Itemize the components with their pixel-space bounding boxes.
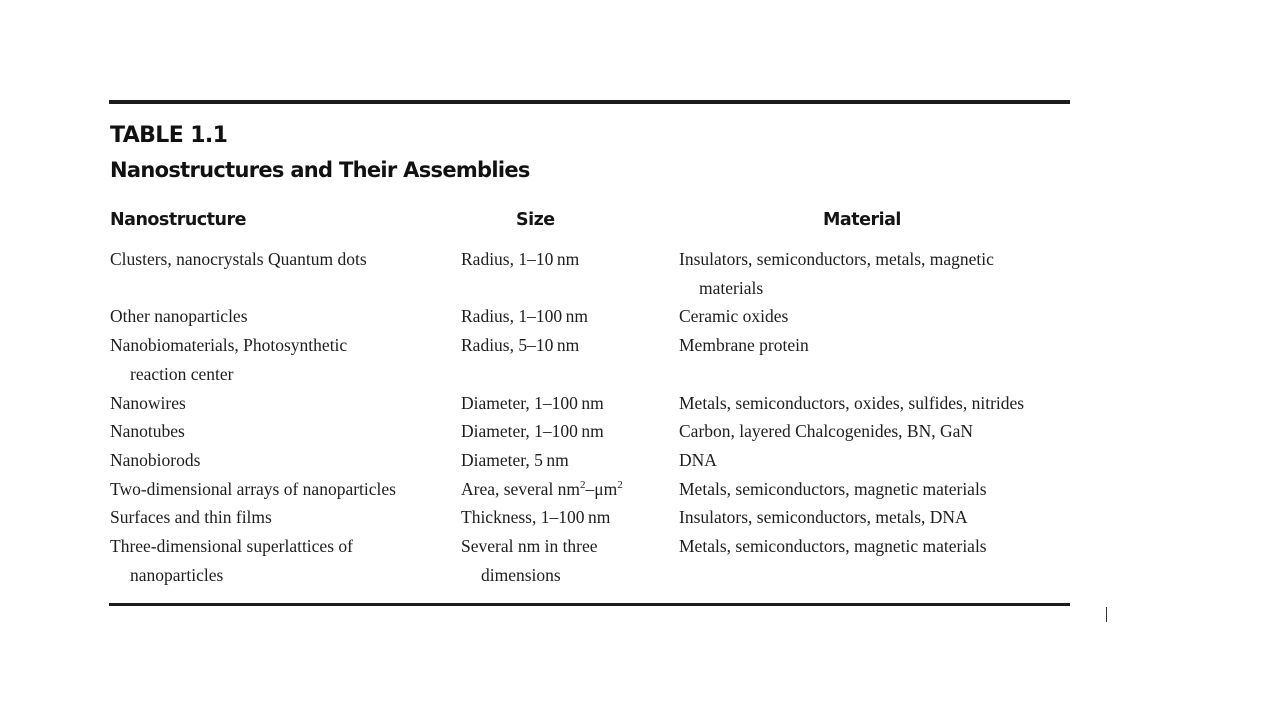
cell-material-other-nanoparticles: Ceramic oxides (679, 306, 789, 326)
cell-nanostructure-clusters: Clusters, nanocrystals Quantum dots (110, 249, 367, 269)
cell-nanostructure-nanobiorods: Nanobiorods (110, 450, 201, 470)
cell-nanostructure-nanotubes: Nanotubes (110, 421, 185, 441)
cell-material-nanobiorods: DNA (679, 450, 717, 470)
cell-size-3d-superlattices: Several nm in three dimensions (461, 536, 598, 585)
table-top-rule (109, 100, 1070, 104)
cell-nanostructure-2d-arrays: Two-dimensional arrays of nanoparticles (110, 479, 396, 499)
cell-size-nanowires: Diameter, 1–100 nm (461, 393, 604, 413)
table-title: Nanostructures and Their Assemblies (110, 158, 530, 182)
cell-material-2d-arrays: Metals, semiconductors, magnetic materials (679, 479, 987, 499)
column-header-size: Size (516, 210, 555, 230)
column-header-nanostructure: Nanostructure (110, 210, 247, 230)
cell-nanostructure-thin-films: Surfaces and thin films (110, 507, 272, 527)
cell-material-thin-films: Insulators, semiconductors, metals, DNA (679, 507, 968, 527)
cell-material-3d-superlattices: Metals, semiconductors, magnetic materials (679, 536, 987, 556)
cell-material-clusters: Insulators, semiconductors, metals, magnetic materials (679, 249, 994, 298)
cell-size-nanotubes: Diameter, 1–100 nm (461, 421, 604, 441)
cell-nanostructure-nanowires: Nanowires (110, 393, 186, 413)
cell-size-nanobiomaterials: Radius, 5–10 nm (461, 335, 580, 355)
column-header-material: Material (823, 210, 901, 230)
cell-nanostructure-other-nanoparticles: Other nanoparticles (110, 306, 248, 326)
cell-size-other-nanoparticles: Radius, 1–100 nm (461, 306, 588, 326)
table-label: TABLE 1.1 (110, 123, 228, 148)
cell-material-nanowires: Metals, semiconductors, oxides, sulfides, nitrides (679, 393, 1025, 413)
table-bottom-rule (109, 603, 1070, 606)
cell-material-nanobiomaterials: Membrane protein (679, 335, 809, 355)
cell-nanostructure-nanobiomaterials: Nanobiomaterials, Photosynthetic reaction center (110, 335, 348, 384)
cell-size-clusters: Radius, 1–10 nm (461, 249, 580, 269)
cell-size-thin-films: Thickness, 1–100 nm (461, 507, 611, 527)
text-cursor (1106, 607, 1107, 622)
cell-size-2d-arrays: Area, several $nm^2-\mu m^2$ (461, 479, 623, 499)
cell-material-nanotubes: Carbon, layered Chalcogenides, BN, GaN (679, 421, 974, 441)
cell-nanostructure-3d-superlattices: Three-dimensional superlattices of nanoparticles (110, 536, 353, 585)
cell-size-nanobiorods: Diameter, 5 nm (461, 450, 569, 470)
